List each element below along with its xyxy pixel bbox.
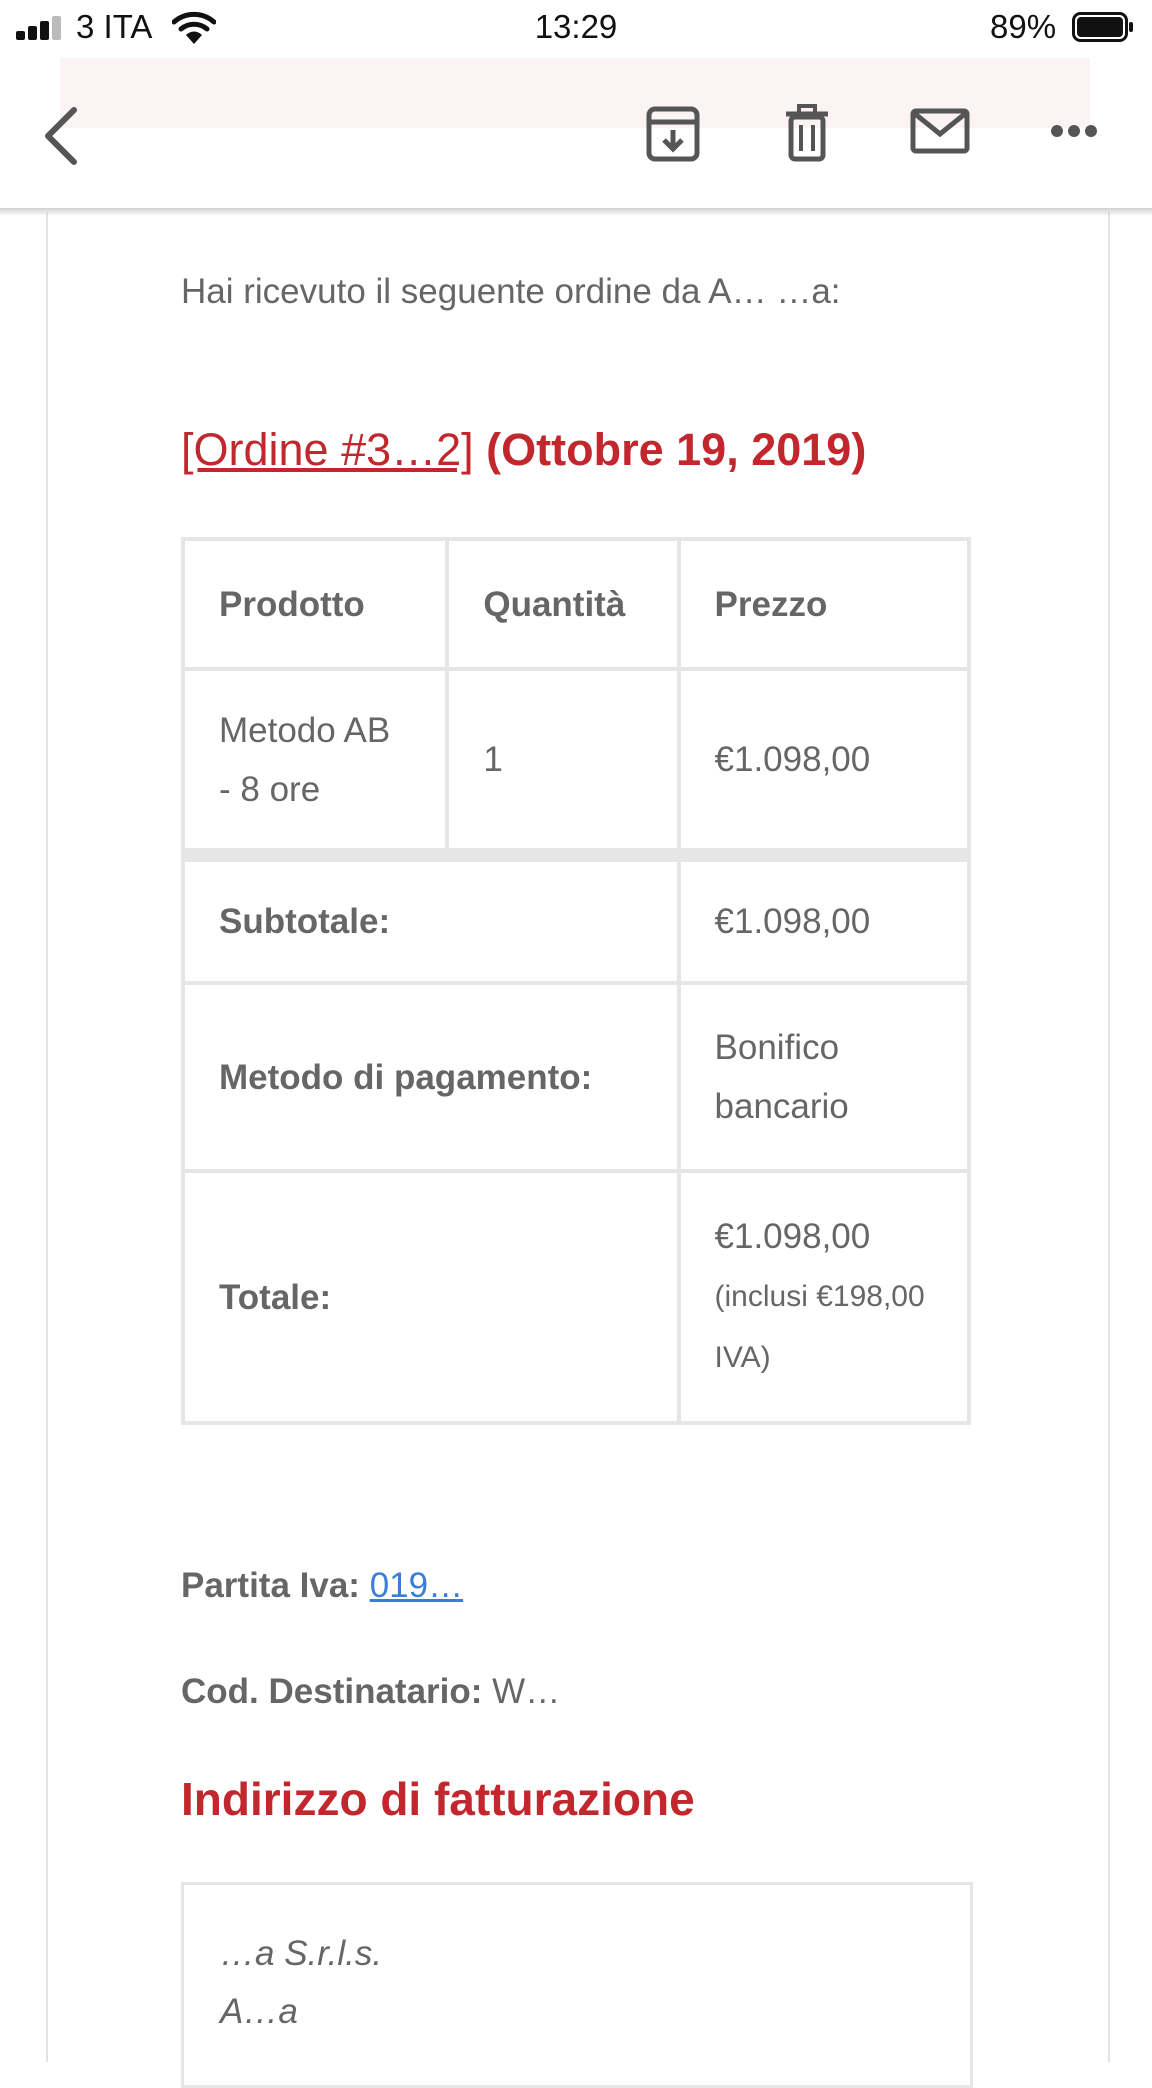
billing-address-box [181,1882,973,2088]
more-icon[interactable] [1050,124,1098,138]
subtotal-label: Subtotale: [183,855,679,983]
order-link[interactable]: [Ordine #3…2] [181,424,474,475]
header-product: Prodotto [183,539,447,669]
status-bar [0,0,1152,58]
subtotal-row [183,855,969,983]
item-quantity: 1 [447,669,678,855]
toolbar-background [0,128,1152,208]
order-table [181,537,971,1425]
battery-percentage: 89% [990,8,1057,45]
back-icon[interactable] [38,106,84,166]
intro-text: Hai ricevuto il seguente ordine da A… …a: [181,272,841,311]
payment-row [183,983,969,1171]
total-value: €1.098,00 [714,1216,871,1256]
vat-number-link[interactable]: 019… [369,1566,464,1605]
billing-address [220,1925,382,2041]
recipient-code-line [181,1672,560,1712]
toolbar-shadow [0,208,1152,216]
item-price: €1.098,00 [679,669,969,855]
order-date: (Ottobre 19, 2019) [486,424,867,475]
table-header-row [183,539,969,669]
carrier-name: 3 ITA [76,8,153,45]
order-heading [181,424,866,476]
mail-icon[interactable] [910,108,970,154]
total-vat-note: (inclusi €198,00 IVA) [714,1279,925,1374]
total-label: Totale: [183,1171,679,1423]
header-quantity: Quantità [447,539,678,669]
trash-icon[interactable] [784,104,830,162]
header-price: Prezzo [679,539,969,669]
recipient-code-value: W… [492,1672,561,1711]
total-cell [679,1171,969,1423]
address-line-name: A…a [220,1992,298,2031]
clock: 13:29 [534,8,618,45]
total-row [183,1171,969,1423]
payment-value: Bonifico bancario [679,983,969,1171]
email-toolbar [0,58,1152,208]
payment-label: Metodo di pagamento: [183,983,679,1171]
recipient-code-label: Cod. Destinatario: [181,1672,483,1711]
vat-label: Partita Iva: [181,1566,360,1605]
battery-icon [1072,12,1134,42]
address-line-company: …a S.r.l.s. [220,1934,383,1973]
archive-icon[interactable] [646,106,700,162]
table-row [183,669,969,855]
billing-address-title: Indirizzo di fatturazione [181,1773,695,1825]
vat-number-line [181,1566,463,1606]
subtotal-value: €1.098,00 [679,855,969,983]
item-product: Metodo AB - 8 ore [183,669,447,855]
